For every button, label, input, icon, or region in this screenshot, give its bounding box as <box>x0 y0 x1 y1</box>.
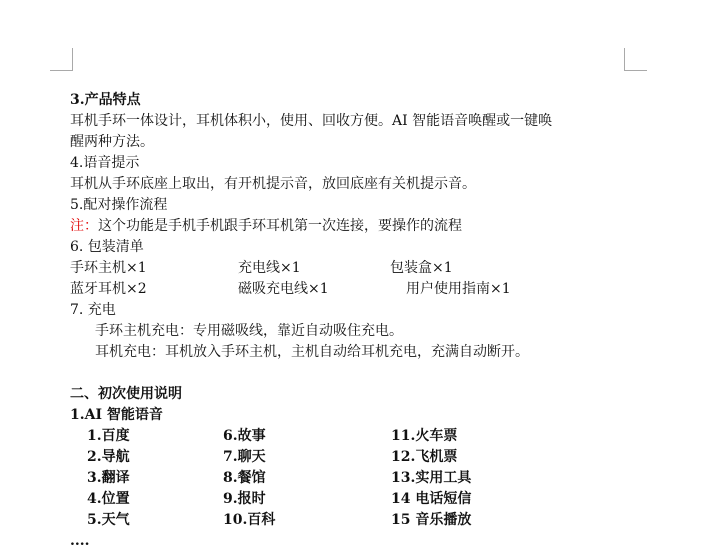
note-label: 注： <box>70 218 98 234</box>
packing-item: 包装盒×1 <box>390 260 453 276</box>
voice-command: 12.飞机票 <box>391 449 458 465</box>
packing-item: 蓝牙耳机×2 <box>70 281 147 297</box>
voice-command: 11.火车票 <box>391 428 458 444</box>
usage-heading: 二、初次使用说明 <box>70 386 182 402</box>
packing-item: 手环主机×1 <box>70 260 147 276</box>
voice-command: 9.报时 <box>223 491 266 507</box>
ellipsis: .... <box>70 533 90 549</box>
features-heading: 3.产品特点 <box>70 92 141 108</box>
voice-command: 13.实用工具 <box>391 470 472 486</box>
voice-command: 5.天气 <box>87 512 130 528</box>
packing-item: 充电线×1 <box>238 260 301 276</box>
voice-command-row <box>70 468 670 489</box>
voice-command: 15 音乐播放 <box>391 512 472 528</box>
packing-heading: 6. 包装清单 <box>70 239 144 255</box>
features-text-line-2: 醒两种方法。 <box>70 134 154 150</box>
document-body <box>70 90 670 552</box>
voice-command-row <box>70 510 670 531</box>
packing-item: 用户使用指南×1 <box>406 281 511 297</box>
packing-row-1 <box>70 258 670 279</box>
voice-command: 6.故事 <box>223 428 266 444</box>
charging-line-2: 耳机充电：耳机放入手环主机，主机自动给耳机充电，充满自动断开。 <box>95 344 529 360</box>
pairing-note <box>70 216 670 237</box>
voice-command: 3.翻译 <box>87 470 130 486</box>
voice-command: 10.百科 <box>223 512 276 528</box>
note-text: 这个功能是手机手机跟手环耳机第一次连接，要操作的流程 <box>98 218 462 234</box>
voice-command-row <box>70 426 670 447</box>
charging-heading: 7. 充电 <box>70 302 116 318</box>
voice-command: 7.聊天 <box>223 449 266 465</box>
voice-heading: 4.语音提示 <box>70 155 140 171</box>
pairing-heading: 5.配对操作流程 <box>70 197 168 213</box>
packing-item: 磁吸充电线×1 <box>238 281 329 297</box>
voice-text: 耳机从手环底座上取出，有开机提示音，放回底座有关机提示音。 <box>70 176 476 192</box>
voice-command-row <box>70 489 670 510</box>
charging-line-1: 手环主机充电：专用磁吸线，靠近自动吸住充电。 <box>95 323 403 339</box>
features-text-line-1: 耳机手环一体设计，耳机体积小，使用、回收方便。AI 智能语音唤醒或一键唤 <box>70 113 553 129</box>
voice-command: 2.导航 <box>87 449 130 465</box>
voice-command: 8.餐馆 <box>223 470 266 486</box>
voice-command: 1.百度 <box>87 428 130 444</box>
voice-command: 14 电话短信 <box>391 491 472 507</box>
page-corner-mark-top-right <box>624 48 647 71</box>
packing-row-2 <box>70 279 670 300</box>
page-corner-mark-top-left <box>50 48 73 71</box>
usage-sub-heading: 1.AI 智能语音 <box>70 407 163 423</box>
voice-command-row <box>70 447 670 468</box>
blank-line <box>70 363 670 384</box>
voice-command: 4.位置 <box>87 491 130 507</box>
